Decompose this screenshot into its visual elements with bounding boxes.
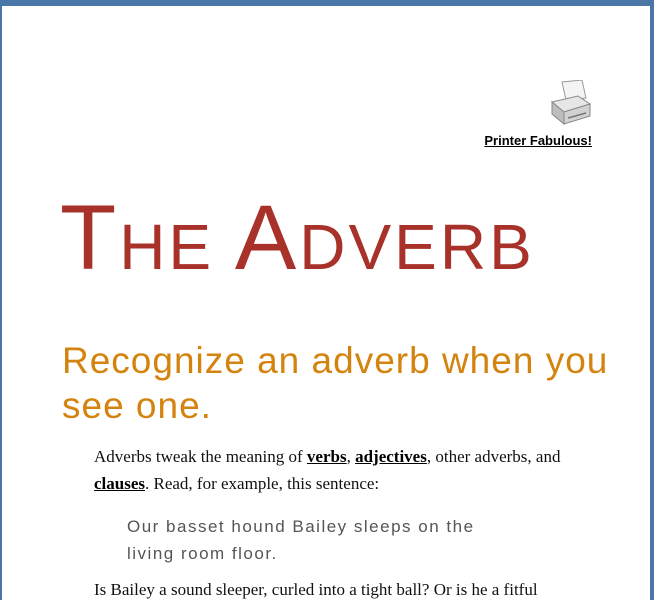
- title-initial-a: A: [234, 187, 300, 289]
- verbs-link[interactable]: verbs: [306, 447, 347, 466]
- adjectives-link[interactable]: adjectives: [355, 447, 427, 466]
- intro-text-2: ,: [346, 447, 356, 466]
- page-subtitle: Recognize an adverb when you see one.: [62, 340, 609, 426]
- page: [2, 6, 650, 600]
- printer-friendly-link[interactable]: Printer Fabulous!: [484, 133, 592, 148]
- title-initial-t: T: [60, 187, 120, 289]
- title-rest-he: HE: [119, 211, 235, 283]
- intro-text-4: . Read, for example, this sentence:: [145, 474, 380, 493]
- example-sentence: Our basset hound Bailey sleeps on the living room floor.: [127, 517, 475, 563]
- page-title: [60, 187, 535, 289]
- next-paragraph: Is Bailey a sound sleeper, curled into a tight ball? Or is he a fitful: [94, 580, 538, 599]
- printer-icon[interactable]: [548, 80, 592, 128]
- printer-friendly[interactable]: [472, 80, 592, 148]
- intro-text-1: Adverbs tweak the meaning of: [94, 447, 307, 466]
- title-rest-dverb: DVERB: [299, 211, 535, 283]
- clauses-link[interactable]: clauses: [94, 474, 145, 493]
- intro-text-3: , other adverbs, and: [426, 447, 561, 466]
- intro-paragraph: [94, 443, 564, 497]
